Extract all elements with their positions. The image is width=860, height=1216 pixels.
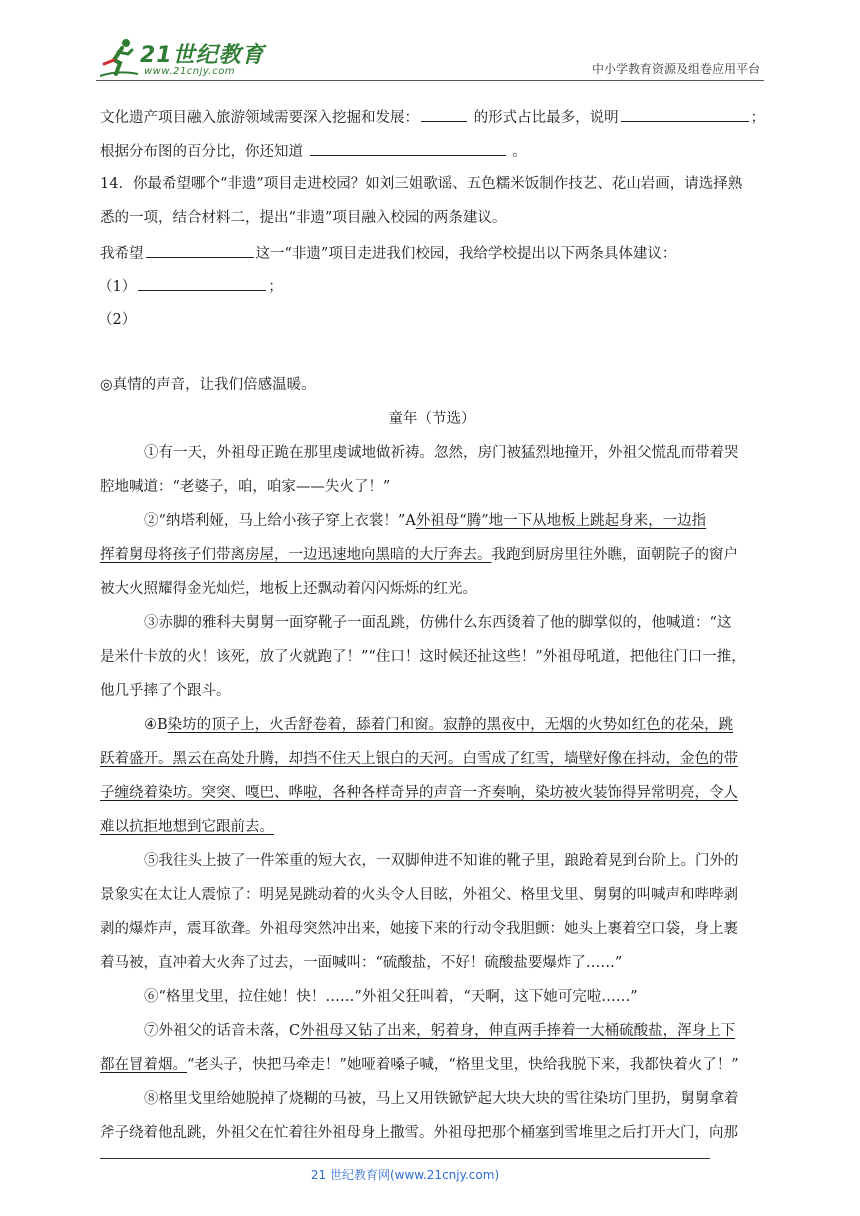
- logo-text: 21世纪教育: [140, 43, 265, 68]
- footer-divider: [100, 1158, 710, 1159]
- paragraph-1-line: ①有一天，外祖母正跪在那里虔诚地做祈祷。忽然，房门被猛烈地撞开，外祖父慌乱而带着哭: [144, 445, 739, 461]
- q13-line-1: 文化遗产项目融入旅游领域需要深入挖掘和发展： 的形式占比最多，说明 ；: [100, 106, 764, 128]
- answer-blank[interactable]: [421, 106, 467, 122]
- paragraph-5-line: 剥的爆炸声，震耳欲聋。外祖母突然冲出来，她接下来的行动令我胆颤：她头上裹着空口袋，身上裹: [100, 921, 738, 937]
- passage-title: 童年（节选）: [388, 411, 476, 427]
- paragraph-5-line: 景象实在太让人震惊了：明晃晃跳动着的火头令人目眩，外祖父、格里戈里、舅舅的叫喊声和哔哔剥: [100, 887, 738, 903]
- underlined-sentence-a: 挥着舅母将孩子们带离房屋，一边迅速地向黑暗的大厅奔去。: [100, 547, 492, 563]
- paragraph-1-line: 腔地喊道：“老婆子，咱，咱家——失火了！”: [100, 479, 391, 495]
- underlined-sentence-a: 外祖母“腾”地一下从地板上跳起身来，一边指: [415, 513, 707, 529]
- paragraph-5-line: ⑤我往头上披了一件笨重的短大衣，一双脚伸进不知谁的靴子里，踉跄着晃到台阶上。门外的: [144, 853, 739, 869]
- runner-icon: [96, 36, 140, 80]
- paragraph-2-line: 被大火照耀得金光灿烂，地板上还飘动着闪闪烁烁的红光。: [100, 581, 477, 597]
- paragraph-2-line: 挥着舅母将孩子们带离房屋，一边迅速地向黑暗的大厅奔去。我跑到厨房里往外瞧，面朝院子的窗户: [100, 547, 738, 563]
- paragraph-4-line: [100, 749, 764, 769]
- underlined-sentence-c: 都在冒着烟。: [100, 1057, 187, 1073]
- site-logo: [96, 36, 266, 80]
- q13-line-2: 根据分布图的百分比，你还知道 。: [100, 140, 764, 162]
- q14-line-1: 14．你最希望哪个“非遗”项目走进校园？如刘三姐歌谣、五色糯米饭制作技艺、花山岩画，请选择熟: [100, 176, 743, 192]
- paragraph-4-line: [100, 783, 764, 803]
- paragraph-4-line: [100, 817, 764, 837]
- paragraph-4-line: ④B染坊的顶子上，火舌舒卷着，舔着门和窗。寂静的黑夜中，无烟的火势如红色的花朵，跳: [144, 717, 734, 733]
- header-divider: [96, 80, 764, 81]
- platform-name: 中小学教育资源及组卷应用平台: [591, 62, 760, 76]
- q14-item-1: （1） ；: [98, 275, 762, 297]
- paragraph-3-line: 他几乎摔了个跟斗。: [100, 683, 231, 699]
- answer-blank[interactable]: [138, 275, 266, 291]
- underlined-passage-b: 跃着盛开。黑云在高处升腾，却挡不住天上银白的天河。白雪成了红雪，墙壁好像在抖动，金色的带: [100, 751, 738, 767]
- answer-blank[interactable]: [146, 242, 254, 258]
- paragraph-2-line: ②“纳塔利娅，马上给小孩子穿上衣裳！”A外祖母“腾”地一下从地板上跳起身来，一边指: [144, 513, 707, 529]
- paragraph-3-line: 是米什卡放的火！该死，放了火就跑了！”“住口！这时候还扯这些！”外祖母吼道，把他往门口一推，: [100, 649, 746, 665]
- footer-link[interactable]: 21 世纪教育网(www.21cnjy.com): [310, 1168, 500, 1182]
- logo-url: www.21cnjy.com: [144, 66, 236, 77]
- paragraph-7-line: 都在冒着烟。“老头子，快把马牵走！”她哑着嗓子喊，“格里戈里，快给我脱下来，我都快着火了！”: [100, 1057, 739, 1073]
- q14-item-2: （2）: [98, 312, 137, 328]
- underlined-sentence-c: 外祖母又钻了出来，躬着身，伸直两手捧着一大桶硫酸盐，浑身上下: [300, 1023, 736, 1039]
- paragraph-8-line: 斧子绕着他乱跳，外祖父在忙着往外祖母身上撒雪。外祖母把那个桶塞到雪堆里之后打开大门，向那: [100, 1125, 738, 1141]
- underlined-passage-b: 子缠绕着染坊。突突、嘎巴、哗啦，各种各样奇异的声音一齐奏响，染坊被火装饰得异常明亮，令人: [100, 785, 738, 801]
- underlined-passage-b: 染坊的顶子上，火舌舒卷着，舔着门和窗。寂静的黑夜中，无烟的火势如红色的花朵，跳: [167, 717, 734, 733]
- section-intro: ◎真情的声音，让我们倍感温暖。: [100, 377, 316, 393]
- paragraph-8-line: ⑧格里戈里给她脱掉了烧糊的马被，马上又用铁锨铲起大块大块的雪往染坊门里扔，舅舅拿着: [144, 1091, 739, 1107]
- answer-blank[interactable]: [621, 106, 749, 122]
- paragraph-3-line: ③赤脚的雅科夫舅舅一面穿靴子一面乱跳，仿佛什么东西烫着了他的脚掌似的，他喊道：“这: [144, 615, 732, 631]
- paragraph-7-line: ⑦外祖父的话音未落，C外祖母又钻了出来，躬着身，伸直两手捧着一大桶硫酸盐，浑身上下: [144, 1023, 736, 1039]
- q14-line-3: 我希望 这一“非遗”项目走进我们校园，我给学校提出以下两条具体建议：: [100, 242, 764, 264]
- underlined-passage-b: 难以抗拒地想到它跟前去。: [100, 819, 274, 835]
- q14-line-2: 悉的一项，结合材料二，提出“非遗”项目融入校园的两条建议。: [100, 210, 507, 226]
- page-header: [96, 32, 764, 80]
- paragraph-6-line: ⑥“格里戈里，拉住她！快！……”外祖父狂叫着，“天啊，这下她可完啦……”: [144, 989, 638, 1005]
- paragraph-5-line: 着马被，直冲着大火奔了过去，一面喊叫：“硫酸盐，不好！硫酸盐要爆炸了……”: [100, 955, 623, 971]
- answer-blank[interactable]: [310, 140, 506, 156]
